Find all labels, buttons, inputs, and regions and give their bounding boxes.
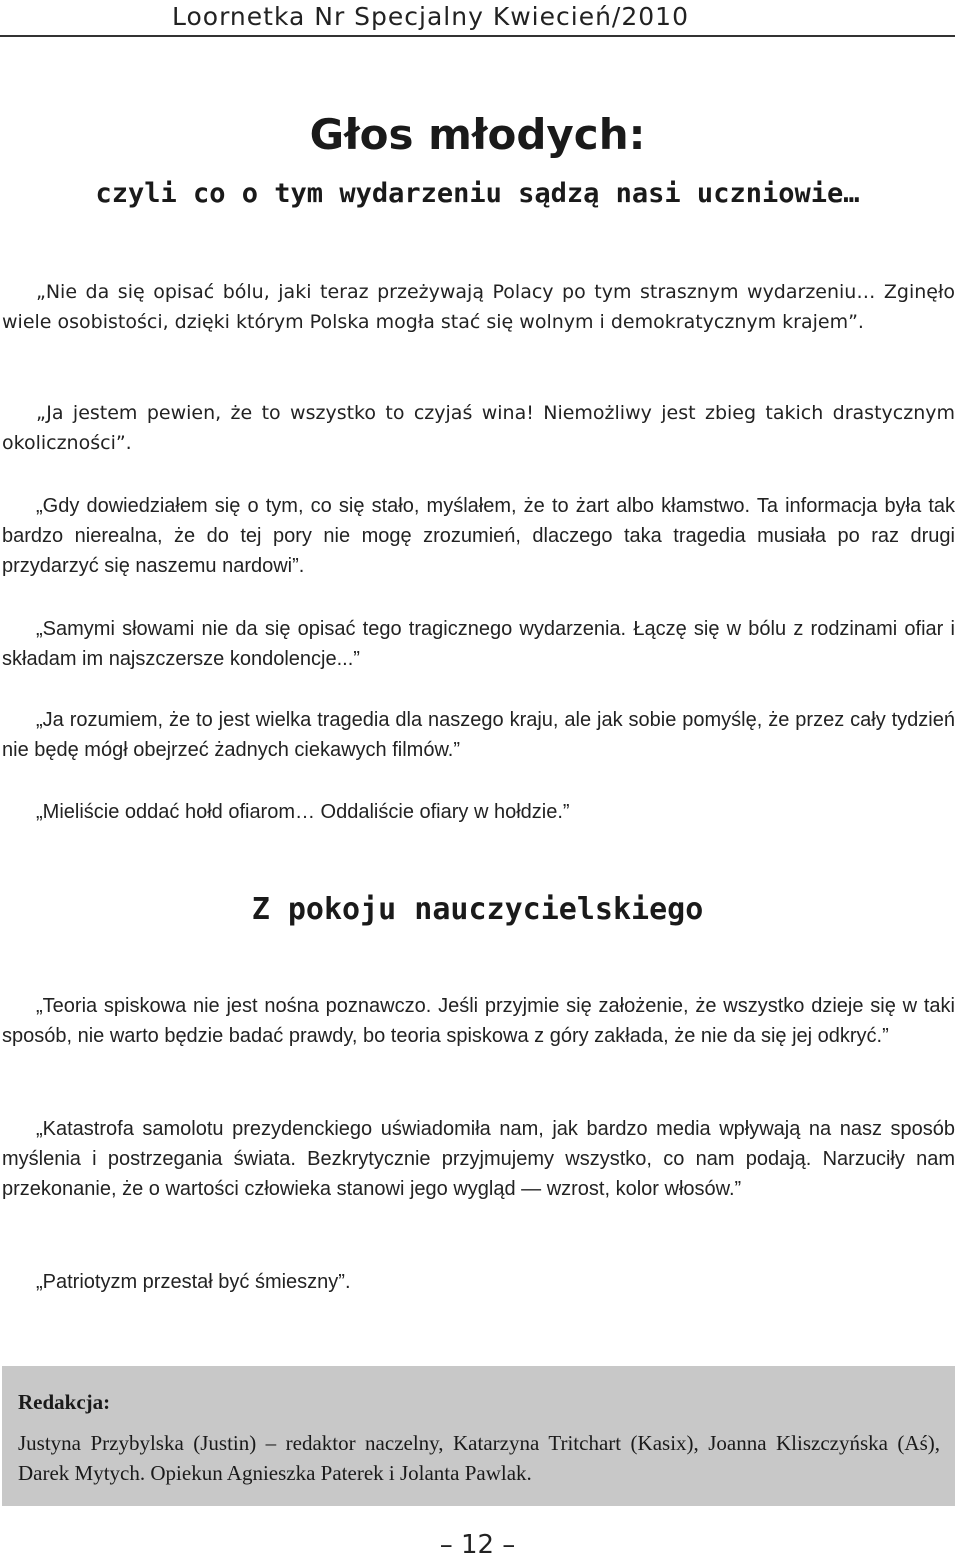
student-quote-4: „Samymi słowami nie da się opisać tego tragicznego wydarzenia. Łączę się w bólu z rodzinami ofiar i składam im najszczersze kondolencje...” [2,618,955,670]
header-divider [0,35,955,37]
student-quote-6: „Mieliście oddać hołd ofiarom… Oddaliście ofiary w hołdzie.” [36,801,570,823]
student-quote-2: „Ja jestem pewien, że to wszystko to czyjaś wina! Niemożliwy jest zbieg takich drastycznym okoliczności”. [2,402,955,454]
article-title: Głos młodych: [309,110,646,159]
student-quote-1: „Nie da się opisać bólu, jaki teraz przeżywają Polacy po tym strasznym wydarzeniu… Zginęło wiele osobistości, dzięki którym Polska mogła stać się wolnym i demokratycznym krajem”. [2,281,955,333]
header-text: Loornetka Nr Specjalny Kwiecień/2010 [172,2,689,31]
editorial-credits-box [2,1366,955,1506]
student-quote-5: „Ja rozumiem, że to jest wielka tragedia dla naszego kraju, ale jak sobie pomyślę, że przez cały tydzień nie będę mógł obejrzeć żadnych ciekawych filmów.” [2,709,955,761]
credits-body: Justyna Przybylska (Justin) – redaktor naczelny, Katarzyna Tritchart (Kasix), Joanna Kliszczyńska (Aś), Darek Mytych. Opiekun Agnieszka Paterek i Jolanta Pawlak. [18,1431,940,1485]
teacher-quote-2: „Katastrofa samolotu prezydenckiego uświadomiła nam, jak bardzo media wpływają na nasz sposób myślenia i postrzegania świata. Bezkrytycznie przyjmujemy wszystko, co nam podają. Narzuciły nam przekonanie, że o wartości człowieka stanowi jego wygląd — wzrost, kolor włosów.” [2,1118,955,1200]
teacher-quote-3: „Patriotyzm przestał być śmieszny”. [36,1271,351,1293]
article-subtitle: czyli co o tym wydarzeniu sądzą nasi uczniowie… [95,178,860,209]
credits-title: Redakcja: [18,1390,111,1414]
teacher-quote-1: „Teoria spiskowa nie jest nośna poznawczo. Jeśli przyjmie się założenie, że wszystko dzieje się w taki sposób, nie warto będzie badać prawdy, bo teoria spiskowa z góry zakłada, że nie da się jej odkryć.” [2,995,955,1047]
page-header [0,0,960,38]
student-quote-3: „Gdy dowiedziałem się o tym, co się stało, myślałem, że to żart albo kłamstwo. Ta informacja była tak bardzo nierealna, że do tej pory nie mogę zrozumień, dlaczego taka tragedia musiała po raz drugi przydarzyć się naszemu nardowi”. [2,495,955,577]
teachers-section-title: Z pokoju nauczycielskiego [251,892,704,927]
page-number: – 12 – [439,1530,516,1560]
